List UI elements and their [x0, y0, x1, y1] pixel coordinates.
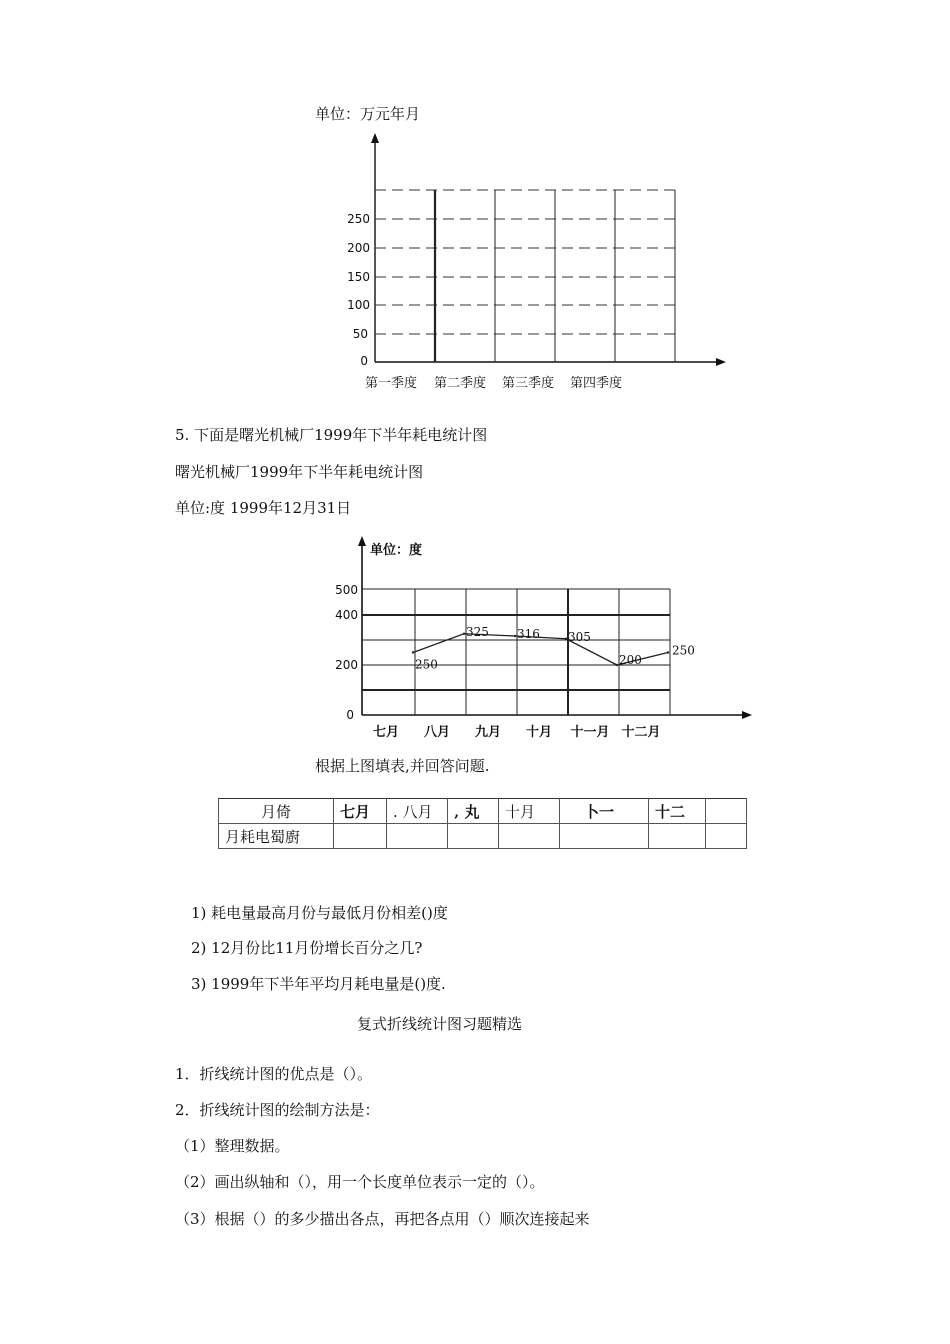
table-cell: 卜一: [560, 799, 649, 824]
y-tick-label: 150: [347, 270, 370, 284]
table-cell: [706, 799, 747, 824]
x-category-label: 九月: [474, 725, 502, 740]
table-cell[interactable]: [387, 824, 448, 849]
table-row: [219, 824, 747, 849]
category-label: 第一季度: [364, 376, 418, 391]
y-tick-label: 50: [352, 327, 368, 341]
data-point: [667, 651, 669, 653]
instruction-text: 根据上图填表,并回答问题.: [315, 757, 490, 775]
data-point: [514, 635, 516, 637]
data-label: 305: [568, 629, 591, 644]
y-tick-label: 200: [347, 241, 370, 255]
question-3: 3) 1999年下半年平均月耗电量是()度.: [191, 975, 446, 993]
table-cell[interactable]: [649, 824, 706, 849]
question-1: 1) 耗电量最高月份与最低月份相差()度: [191, 904, 448, 922]
x-category-label: 七月: [372, 725, 400, 740]
x-category-label: 十一月: [570, 725, 610, 740]
y-tick-label: 100: [347, 298, 370, 312]
table-cell: 十二: [649, 799, 706, 824]
category-label: 第三季度: [501, 376, 555, 391]
section-item: 2．折线统计图的绘制方法是：: [175, 1101, 380, 1119]
x-category-label: 十月: [525, 725, 553, 740]
table-cell[interactable]: [706, 824, 747, 849]
data-point: [412, 651, 414, 653]
table-cell[interactable]: [448, 824, 499, 849]
table-cell: ‚ 丸: [448, 799, 499, 824]
quarter-grid-chart: [330, 130, 750, 400]
data-label: 325: [466, 624, 489, 639]
data-label: 200: [619, 653, 642, 667]
data-point: [463, 633, 465, 635]
x-category-label: 十二月: [621, 725, 661, 740]
table-cell: 十月: [499, 799, 560, 824]
section-item: （2）画出纵轴和（），用一个长度单位表示一定的（）。: [175, 1173, 545, 1191]
table-header-row: [219, 799, 747, 824]
fill-in-table: [218, 798, 747, 849]
y-tick-label: 400: [335, 608, 358, 622]
table-cell: 七月: [334, 799, 387, 824]
q5-intro: 5. 下面是曙光机械厂1999年下半年耗电统计图: [175, 426, 488, 444]
section-heading: 复式折线统计图习题精选: [357, 1015, 523, 1033]
data-point: [565, 638, 567, 640]
data-label: 316: [517, 627, 540, 641]
data-label: 250: [415, 657, 438, 672]
y-tick-label: 200: [335, 658, 358, 672]
category-label: 第二季度: [433, 376, 487, 391]
category-label: 第四季度: [569, 376, 623, 391]
table-cell[interactable]: [334, 824, 387, 849]
chart1-unit-label: 单位：万元年月: [315, 105, 421, 123]
data-label: 250: [672, 643, 695, 658]
data-point: [616, 664, 618, 666]
q5-subtitle: 单位:度 1999年12月31日: [175, 499, 352, 517]
chart2-unit-label: 单位：度: [370, 543, 423, 558]
table-cell: 月耗电蜀廚: [219, 824, 334, 849]
table-cell: 月倚: [219, 799, 334, 824]
table-cell[interactable]: [499, 824, 560, 849]
section-item: 1．折线统计图的优点是（）。: [175, 1065, 373, 1083]
question-2: 2) 12月份比11月份增长百分之几?: [191, 939, 423, 957]
q5-title: 曙光机械厂1999年下半年耗电统计图: [175, 463, 424, 481]
y-tick-label: 500: [335, 583, 358, 597]
table-cell: . 八月: [387, 799, 448, 824]
section-item: （3）根据（）的多少描出各点，再把各点用（）顺次连接起来: [175, 1210, 590, 1228]
x-category-label: 八月: [423, 725, 451, 740]
y-tick-label: 0: [360, 354, 368, 368]
section-item: （1）整理数据。: [175, 1137, 290, 1155]
y-tick-label: 0: [346, 708, 354, 722]
table-cell[interactable]: [560, 824, 649, 849]
electricity-line-chart: [330, 530, 760, 745]
y-tick-label: 250: [347, 212, 370, 226]
